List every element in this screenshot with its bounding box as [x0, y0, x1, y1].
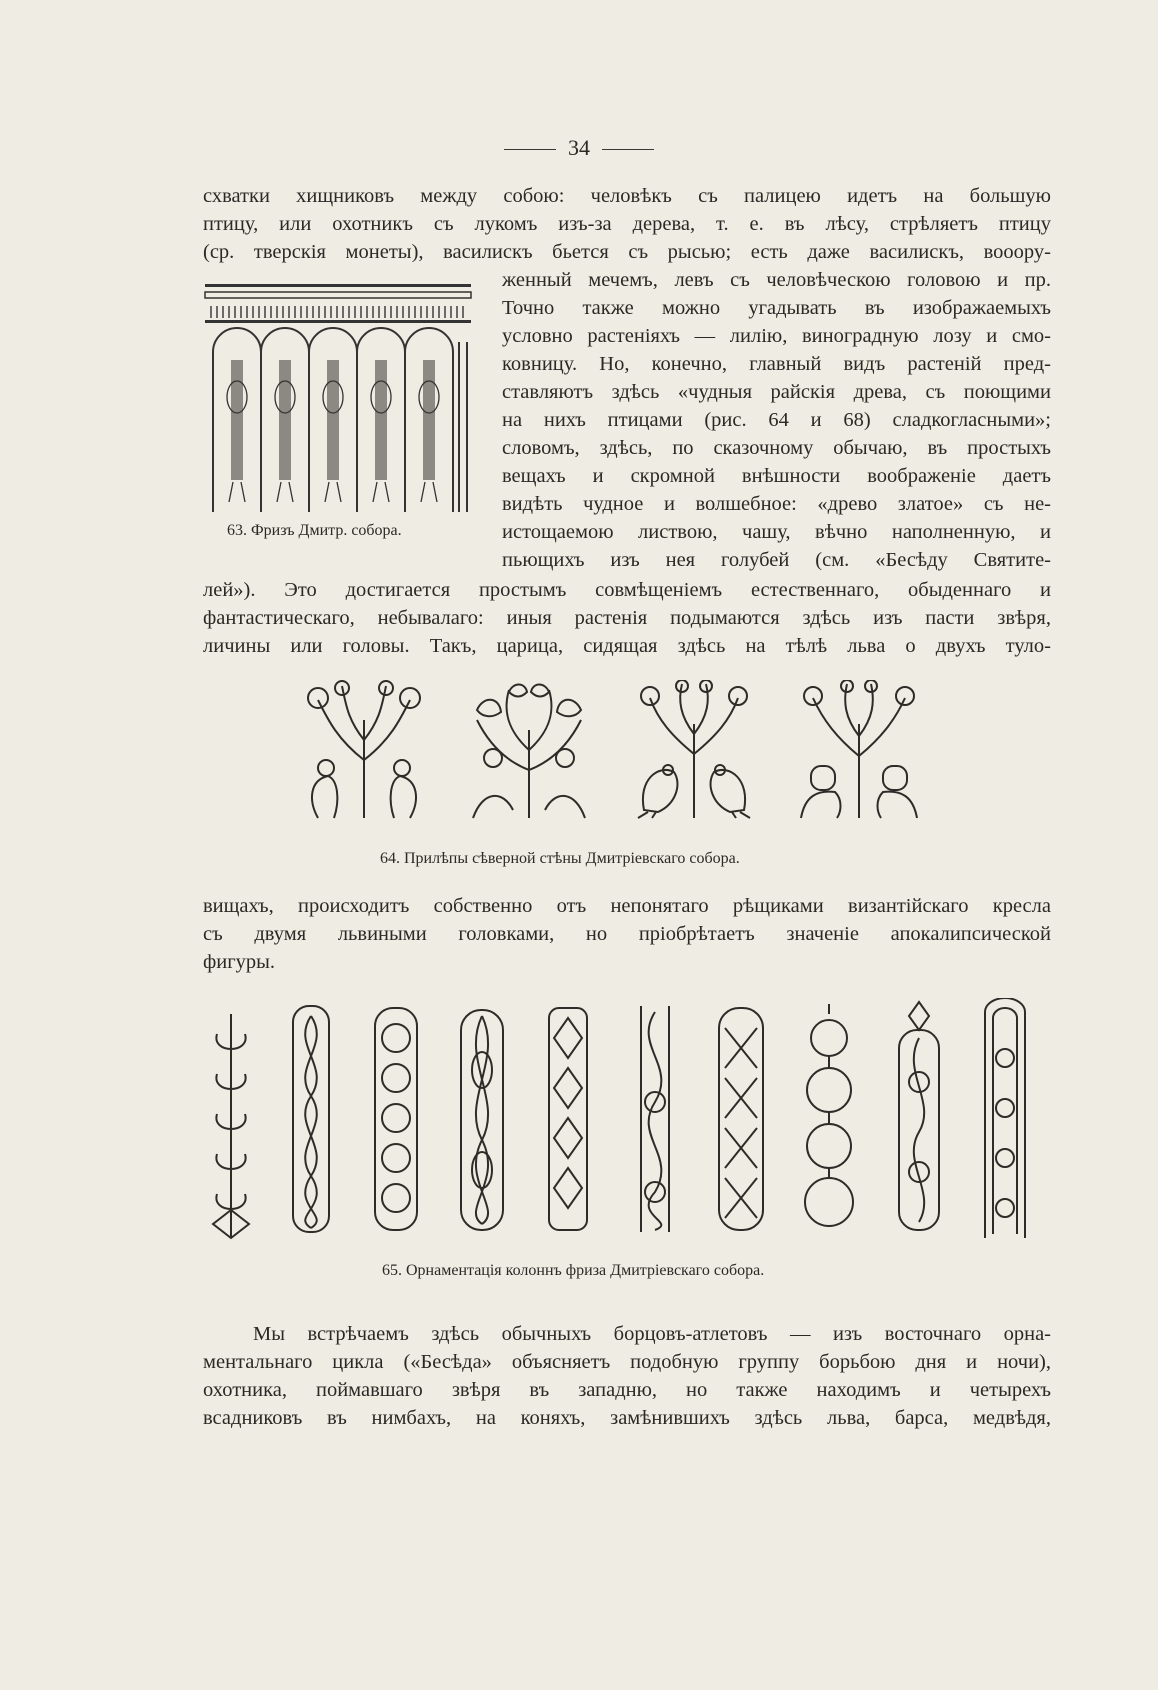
text-line: личины или головы. Такъ, царица, сидящая здѣсь на тѣлѣ льва о двухъ туло- — [203, 635, 1051, 657]
text-line: фантастическаго, небывалаго: иныя растенія подымаются здѣсь изъ пасти звѣря, — [203, 607, 1051, 629]
caption-fig64: 64. Прилѣпы сѣверной стѣны Дмитріевскаго собора. — [380, 850, 740, 867]
text-line: пьющихъ изъ нея голубей (см. «Бесѣду Святите- — [502, 549, 1051, 571]
text-line: всадниковъ въ нимбахъ, на коняхъ, замѣнившихъ здѣсь льва, барса, медвѣдя, — [203, 1407, 1051, 1429]
figure-64-reliefs — [298, 680, 958, 820]
reliefs-drawing — [298, 680, 958, 820]
page-number: 34 — [0, 135, 1158, 161]
text-line: Мы встрѣчаемъ здѣсь обычныхъ борцовъ-атлетовъ — изъ восточнаго орна- — [253, 1323, 1051, 1345]
text-line: на нихъ птицами (рис. 64 и 68) сладкогласными»; — [502, 409, 1051, 431]
text-line: (ср. тверскія монеты), василискъ бьется съ рысью; есть даже василискъ, вооору- — [203, 241, 1051, 263]
text-line: лей»). Это достигается простымъ совмѣщеніемъ естественнаго, обыденнаго и — [203, 579, 1051, 601]
frieze-drawing — [203, 282, 473, 514]
text-line: вещахъ и скромной внѣшности воображеніе даетъ — [502, 465, 1051, 487]
text-line: Точно также можно угадывать въ изображаемыхъ — [502, 297, 1051, 319]
text-line: вищахъ, происходитъ собственно отъ непонятаго рѣщиками византійскаго кресла — [203, 895, 1051, 917]
rule-right — [602, 149, 654, 150]
text-line: фигуры. — [203, 951, 276, 973]
text-line: охотника, поймавшаго звѣря въ западню, но также находимъ и четырехъ — [203, 1379, 1051, 1401]
text-line: истощаемою листвою, чашу, вѣчно наполненную, и — [502, 521, 1051, 543]
text-line: словомъ, здѣсь, по сказочному обычаю, въ простыхъ — [502, 437, 1051, 459]
text-line: ставляютъ здѣсь «чудныя райскія древа, съ поющими — [502, 381, 1051, 403]
text-line: условно растеніяхъ — лилію, виноградную лозу и смо- — [502, 325, 1051, 347]
text-line: съ двумя львиными головками, но пріобрѣтаетъ значеніе апокалипсической — [203, 923, 1051, 945]
figure-65-columns — [203, 998, 1033, 1242]
caption-fig63: 63. Фризъ Дмитр. собора. — [227, 522, 402, 539]
columns-drawing — [203, 998, 1033, 1242]
text-line: ментальнаго цикла («Бесѣда» объясняетъ подобную группу борьбою дня и ночи), — [203, 1351, 1051, 1373]
text-line: ковницу. Но, конечно, главный видъ растеній пред- — [502, 353, 1051, 375]
text-line: птицу, или охотникъ съ лукомъ изъ-за дерева, т. е. въ лѣсу, стрѣляетъ птицу — [203, 213, 1051, 235]
caption-fig65: 65. Орнаментація колоннъ фриза Дмитріевскаго собора. — [382, 1262, 765, 1279]
text-line: схватки хищниковъ между собою: человѣкъ съ палицею идетъ на большую — [203, 185, 1051, 207]
figure-63-frieze — [203, 282, 473, 514]
text-line: женный мечемъ, левъ съ человѣческою головою и пр. — [502, 269, 1051, 291]
text-line: видѣть чудное и волшебное: «древо златое» съ не- — [502, 493, 1051, 515]
rule-left — [504, 149, 556, 150]
